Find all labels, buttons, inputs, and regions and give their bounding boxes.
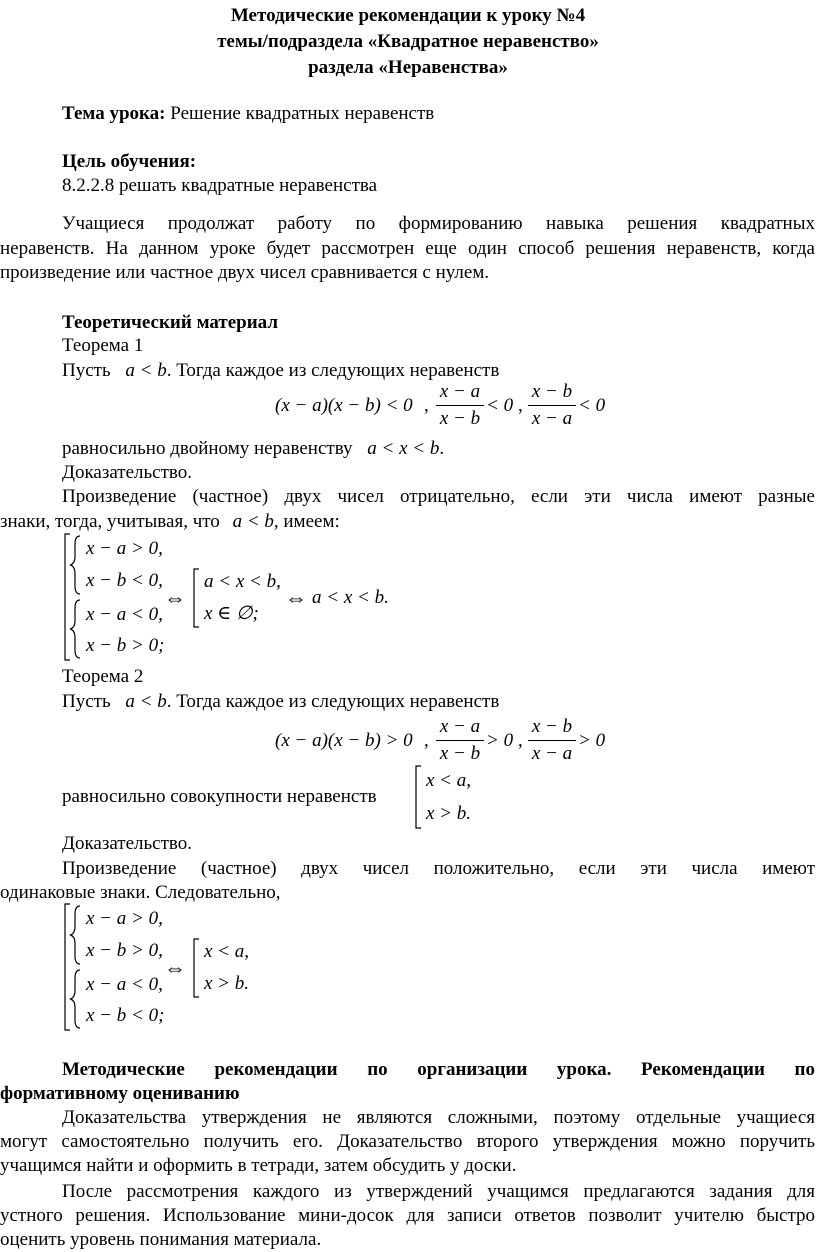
t2-proof-line2: одинаковые знаки. Следовательно, [0, 882, 281, 903]
methods-heading-line2: формативному оцениванию [0, 1083, 240, 1104]
theorem2-title: Теорема 2 [62, 666, 144, 687]
theorem1-title: Теорема 1 [62, 335, 144, 356]
intro-line1: Учащиеся продолжат работу по формированию навыка решения квадратных [62, 213, 815, 234]
t1-proof-cond: a < b [232, 511, 274, 532]
topic-value: Решение квадратных неравенств [170, 103, 435, 124]
t2-res-line1: x < a, [204, 941, 250, 962]
let-word: Пусть [62, 360, 111, 381]
t2-proof-line1: Произведение (частное) двух чисел положительно, если эти числа имеют [62, 858, 815, 879]
t2-sys2-line2: x − b < 0; [86, 1005, 165, 1026]
t1-dot: . [439, 438, 445, 459]
theorem2-let [62, 690, 499, 714]
t2-frac2-bar [528, 740, 576, 741]
t1-frac2-num: x − b [531, 381, 573, 402]
t1-sys2-line1: x − a < 0, [86, 604, 163, 625]
goal-label: Цель обучения: [62, 151, 197, 172]
t2-let-rest: . Тогда каждое из следующих неравенств [166, 691, 500, 712]
intro-line2: неравенств. На данном уроке будет рассмотрен еще один способ решения неравенств, когда [0, 238, 815, 259]
t2-frac1-num: x − a [439, 716, 481, 737]
t1-res-line2: x ∈ ∅; [204, 603, 259, 624]
t2-frac1-den: x − b [439, 743, 481, 764]
methods-heading-line1: Методические рекомендации по организации урока. Рекомендации по [62, 1059, 815, 1080]
topic-line [62, 102, 434, 126]
t2-comma2: , [518, 730, 523, 751]
t2-comma1: , [424, 730, 429, 751]
t2-let-word: Пусть [62, 691, 111, 712]
t1-product-ineq: (x − a)(x − b) < 0 [275, 395, 413, 416]
t2-set-line1: x < a, [426, 770, 472, 791]
t1-proof-text: знаки, тогда, учитывая, что [0, 511, 220, 532]
theory-heading: Теоретический материал [62, 312, 278, 333]
t1-frac2-rel: < 0 [578, 395, 606, 416]
t2-frac1-rel: > 0 [486, 730, 514, 751]
t2-equiv-text: равносильно совокупности неравенств [62, 786, 377, 807]
doc-title-line2: темы/подраздела «Квадратное неравенство» [217, 31, 599, 52]
theorem1-let [62, 359, 499, 383]
t2-set-line2: x > b. [426, 803, 472, 824]
t2-equiv-arrow: ⇔ [164, 955, 186, 980]
t2-product-ineq: (x − a)(x − b) > 0 [275, 730, 413, 751]
t1-equiv-arrow1: ⇔ [164, 585, 186, 610]
t2-fraction2 [528, 715, 576, 767]
t2-frac1-bar [436, 740, 484, 741]
t1-equiv-arrow2: ⇔ [285, 585, 307, 610]
t1-set-bracket [64, 532, 88, 664]
doc-title-line3: раздела «Неравенства» [308, 57, 508, 78]
t1-double-ineq: a < x < b [367, 438, 440, 459]
topic-label: Тема урока: [62, 103, 166, 124]
t1-frac2-bar [528, 405, 576, 406]
t1-comma1: , [424, 395, 429, 416]
t2-frac2-den: x − a [531, 743, 573, 764]
t1-sys1-line1: x − a > 0, [86, 538, 163, 559]
let-rest: . Тогда каждое из следующих неравенств [166, 360, 500, 381]
intro-line3: произведение или частное двух чисел сравнивается с нулем. [0, 262, 490, 283]
t1-fraction2 [528, 380, 576, 432]
methods-p2-line3: оценить уровень понимания материала. [0, 1229, 322, 1250]
let-condition: a < b [125, 360, 167, 381]
goal-value: 8.2.2.8 решать квадратные неравенства [62, 175, 378, 196]
t1-fraction1 [436, 380, 484, 432]
t2-let-condition: a < b [125, 691, 167, 712]
t2-sys2-line1: x − a < 0, [86, 974, 163, 995]
methods-p1-line1: Доказательства утверждения не являются сложными, поэтому отдельные учащиеся [62, 1107, 815, 1128]
t1-equiv-text: равносильно двойному неравенству [62, 438, 353, 459]
t1-result-bracket [193, 567, 203, 629]
doc-title-line1: Методические рекомендации к уроку №4 [230, 5, 586, 26]
t1-proof-line1: Произведение (частное) двух чисел отрицательно, если эти числа имеют разные [62, 486, 815, 507]
t2-sys1-line1: x − a > 0, [86, 908, 163, 929]
t1-frac1-bar [436, 405, 484, 406]
t1-equiv-line [62, 437, 444, 461]
t2-set-bracket-big [64, 902, 88, 1034]
t1-frac1-rel: < 0 [486, 395, 514, 416]
methods-p1-line3: учащимся найти и оформить в тетради, затем обсудить у доски. [0, 1155, 517, 1176]
t1-frac2-den: x − a [531, 408, 573, 429]
t1-res-line1: a < x < b, [204, 571, 281, 592]
t1-proof-end: , имеем: [273, 511, 340, 532]
t1-proof-line2 [0, 510, 340, 534]
t1-frac1-den: x − b [439, 408, 481, 429]
methods-p2-line2: устного решения. Использование мини-досок для записи ответов позволит учителю быстро [0, 1205, 815, 1226]
t2-sys1-line2: x − b > 0, [86, 940, 163, 961]
t1-sys2-line2: x − b > 0; [86, 635, 165, 656]
t2-result-bracket [193, 937, 203, 999]
t1-frac1-num: x − a [439, 381, 481, 402]
t2-frac2-rel: > 0 [578, 730, 606, 751]
methods-p2-line1: После рассмотрения каждого из утверждений учащимся предлагаются задания для [62, 1181, 815, 1202]
t2-set-bracket [415, 764, 425, 830]
t2-res-line2: x > b. [204, 973, 250, 994]
t2-frac2-num: x − b [531, 716, 573, 737]
t1-sys1-line2: x − b < 0, [86, 570, 163, 591]
methods-p1-line2: могут самостоятельно получить его. Доказательство второго утверждения можно поручить [0, 1131, 815, 1152]
t1-comma2: , [518, 395, 523, 416]
t2-fraction1 [436, 715, 484, 767]
t1-proof-label: Доказательство. [62, 462, 192, 483]
t2-proof-label: Доказательство. [62, 833, 192, 854]
t1-final: a < x < b. [312, 587, 389, 608]
